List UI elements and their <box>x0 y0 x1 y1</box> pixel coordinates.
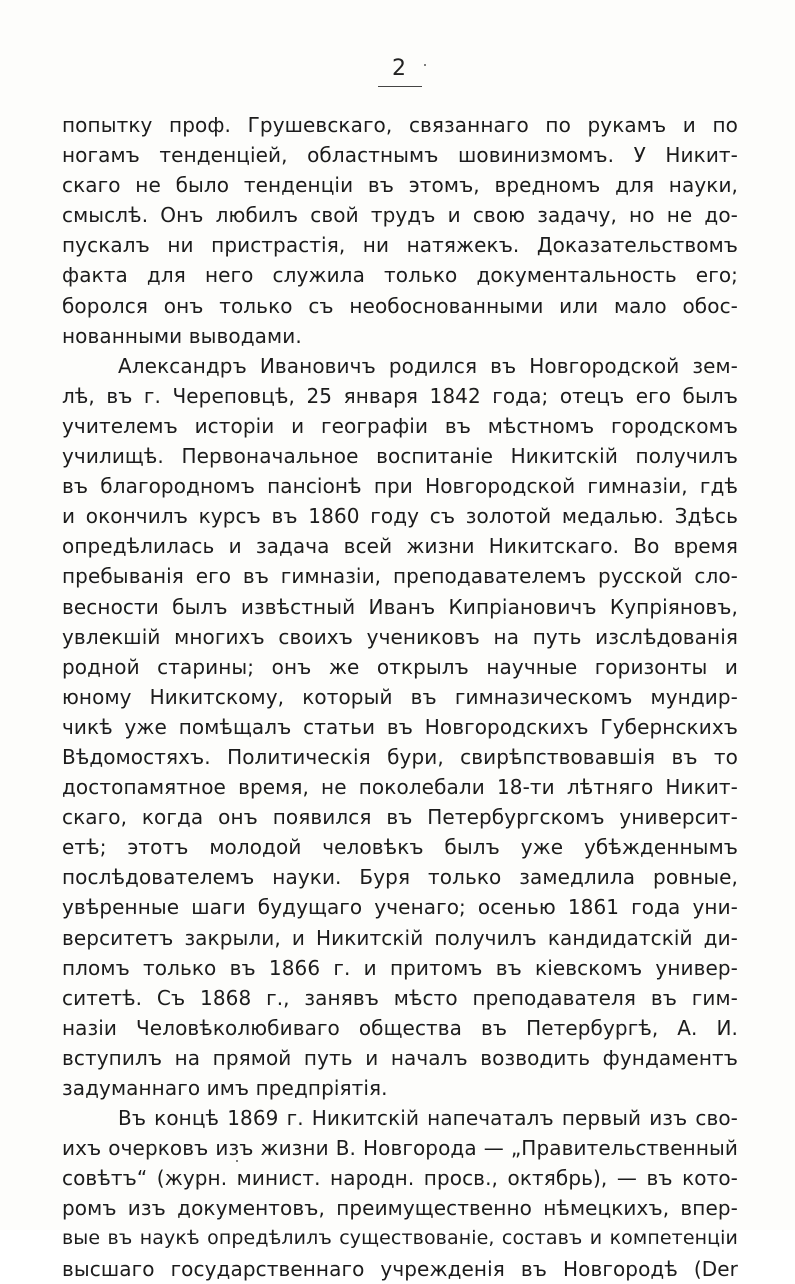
text-line: Вѣдомостяхъ. Политическія бури, свирѣпствовавшія въ то <box>62 744 738 769</box>
text-line: смыслѣ. Онъ любилъ свой трудъ и свою задачу, но не до- <box>62 203 738 228</box>
paragraph-first-line: Въ концѣ 1869 г. Никитскій напечаталъ первый изъ сво- <box>118 1106 738 1131</box>
text-line: факта для него служила только документальность его; <box>62 263 738 288</box>
text-line: въ благородномъ пансіонѣ при Новгородской гимназіи, гдѣ <box>62 474 738 499</box>
text-line: достопамятное время, не поколебали 18-ти лѣтняго Никит- <box>62 775 738 800</box>
text-line: послѣдователемъ науки. Буря только замедлила ровные, <box>62 865 738 890</box>
text-line: увлекшій многихъ своихъ учениковъ на путь изслѣдованія <box>62 624 738 649</box>
text-line: боролся онъ только съ необоснованными или мало обос- <box>62 293 738 318</box>
text-line: ногамъ тенденціей, областнымъ шовинизмомъ. У Никит- <box>62 143 738 168</box>
text-line: ромъ изъ документовъ, преимущественно нѣмецкихъ, впер- <box>62 1196 738 1221</box>
page-number: 2 <box>392 56 406 81</box>
text-line: вступилъ на прямой путь и началъ возводить фундаментъ <box>62 1045 738 1070</box>
text-line: лѣ, въ г. Череповцѣ, 25 января 1842 года; отецъ его былъ <box>62 383 738 408</box>
text-line: увѣренные шаги будущаго ученаго; осенью 1861 года уни- <box>62 895 738 920</box>
print-speck <box>236 1160 238 1162</box>
text-line: родной старины; онъ же открылъ научные горизонты и <box>62 654 738 679</box>
text-line: учителемъ исторіи и географіи въ мѣстномъ городскомъ <box>62 413 738 438</box>
text-line: весности былъ извѣстный Иванъ Кипріановичъ Купріяновъ, <box>62 594 738 619</box>
text-line: ихъ очерковъ изъ жизни В. Новгорода — „Правительственный <box>62 1136 738 1161</box>
text-line: нованными выводами. <box>62 323 302 348</box>
text-line: училищѣ. Первоначальное воспитаніе Никитскій получилъ <box>62 444 738 469</box>
text-line: высшаго государственнаго учрежденія въ Новгородѣ (Der <box>62 1256 738 1281</box>
text-line: етѣ; этотъ молодой человѣкъ былъ уже убѣжденнымъ <box>62 835 738 860</box>
text-line: пломъ только въ 1866 г. и притомъ въ кіевскомъ универ- <box>62 955 738 980</box>
paragraph-first-line: Александръ Ивановичъ родился въ Новгородской зем- <box>118 353 738 378</box>
text-line: ситетѣ. Съ 1868 г., занявъ мѣсто преподавателя въ гим- <box>62 985 738 1010</box>
text-line: пребыванія его въ гимназіи, преподавателемъ русской сло- <box>62 564 738 589</box>
text-line: попытку проф. Грушевскаго, связаннаго по рукамъ и по <box>62 113 738 137</box>
text-line: совѣтъ“ (журн. минист. народн. просв., октябрь), — въ кото- <box>62 1166 738 1191</box>
text-line: и окончилъ курсъ въ 1860 году съ золотой медалью. Здѣсь <box>62 504 738 529</box>
text-line: вые въ наукѣ опредѣлилъ существованіе, составъ и компетенціи <box>62 1227 738 1250</box>
body-text <box>62 110 738 1284</box>
text-line: скаго, когда онъ появился въ Петербургскомъ университ- <box>62 805 738 830</box>
text-line: задуманнаго имъ предпріятія. <box>62 1076 388 1100</box>
print-speck <box>424 64 426 66</box>
text-line: скаго не было тенденціи въ этомъ, вредномъ для науки, <box>62 173 738 198</box>
text-line: назіи Человѣколюбиваго общества въ Петербургѣ, А. И. <box>62 1015 738 1040</box>
text-line: пускалъ ни пристрастія, ни натяжекъ. Доказательствомъ <box>62 233 738 258</box>
text-line: чикѣ уже помѣщалъ статьи въ Новгородскихъ Губернскихъ <box>62 714 738 739</box>
text-line: юному Никитскому, который въ гимназическомъ мундир- <box>62 684 738 709</box>
text-line: опредѣлилась и задача всей жизни Никитскаго. Во время <box>62 534 738 559</box>
text-line: верситетъ закрыли, и Никитскій получилъ кандидатскій ди- <box>62 925 738 950</box>
page-number-underline <box>378 86 422 87</box>
